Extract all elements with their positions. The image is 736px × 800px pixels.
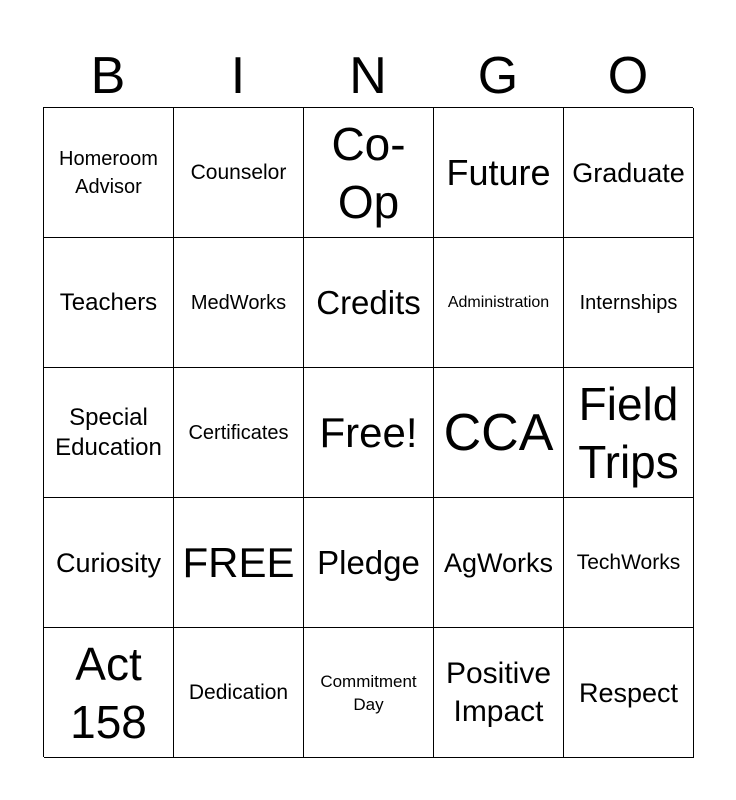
bingo-cell[interactable]: [174, 108, 304, 238]
bingo-cell[interactable]: [434, 238, 564, 368]
cell-label: Dedication: [188, 681, 289, 704]
bingo-cell[interactable]: [434, 498, 564, 628]
bingo-cell[interactable]: [564, 628, 694, 758]
cell-label: Administration: [447, 293, 550, 311]
cell-label: AgWorks: [443, 547, 554, 578]
cell-label: Curiosity: [55, 547, 162, 578]
header-letter-i: I: [230, 47, 246, 105]
bingo-cell[interactable]: [434, 368, 564, 498]
bingo-cell[interactable]: [564, 368, 694, 498]
bingo-cell[interactable]: [304, 628, 434, 758]
bingo-cell[interactable]: [434, 628, 564, 758]
cell-label: FREE: [182, 538, 295, 586]
cell-label: MedWorks: [190, 291, 287, 314]
cell-label: Act 158: [70, 637, 147, 748]
bingo-cell[interactable]: [174, 368, 304, 498]
cell-label: Credits: [316, 283, 421, 321]
cell-label: Free!: [319, 408, 418, 456]
bingo-cell[interactable]: [304, 498, 434, 628]
cell-label: TechWorks: [576, 551, 681, 574]
bingo-cell[interactable]: [44, 238, 174, 368]
cell-label: Homeroom Advisor: [59, 147, 158, 198]
cell-label: Future: [446, 151, 551, 193]
cell-label: Graduate: [572, 157, 685, 188]
cell-label: Internships: [579, 291, 678, 314]
bingo-cell[interactable]: [564, 238, 694, 368]
cell-label: Special Education: [55, 403, 162, 461]
header-letter-o: O: [607, 47, 649, 105]
bingo-cell[interactable]: [44, 368, 174, 498]
bingo-cell[interactable]: [304, 238, 434, 368]
cell-label: Certificates: [188, 421, 289, 444]
bingo-cell[interactable]: [434, 108, 564, 238]
bingo-cell[interactable]: [564, 498, 694, 628]
bingo-cell[interactable]: [174, 498, 304, 628]
bingo-cell[interactable]: [44, 498, 174, 628]
bingo-cell[interactable]: [44, 628, 174, 758]
bingo-cell[interactable]: [44, 108, 174, 238]
cell-label: Counselor: [190, 161, 287, 184]
bingo-cell[interactable]: [564, 108, 694, 238]
cell-label: Field Trips: [578, 377, 679, 488]
header-letter-n: N: [349, 47, 387, 105]
bingo-cell[interactable]: [174, 238, 304, 368]
cell-label: Positive Impact: [445, 656, 552, 728]
bingo-cell[interactable]: [304, 108, 434, 238]
bingo-cell[interactable]: [174, 628, 304, 758]
header-letter-b: B: [90, 47, 126, 105]
header-letter-g: G: [477, 47, 519, 105]
cell-label: CCA: [443, 403, 554, 462]
cell-label: Commitment Day: [320, 671, 417, 714]
cell-label: Pledge: [317, 543, 420, 581]
cell-label: Teachers: [59, 288, 158, 316]
cell-label: Co-Op: [331, 117, 406, 228]
cell-label: Respect: [578, 677, 679, 708]
bingo-cell[interactable]: [304, 368, 434, 498]
bingo-grid: [43, 107, 693, 757]
bingo-header: [43, 44, 693, 108]
